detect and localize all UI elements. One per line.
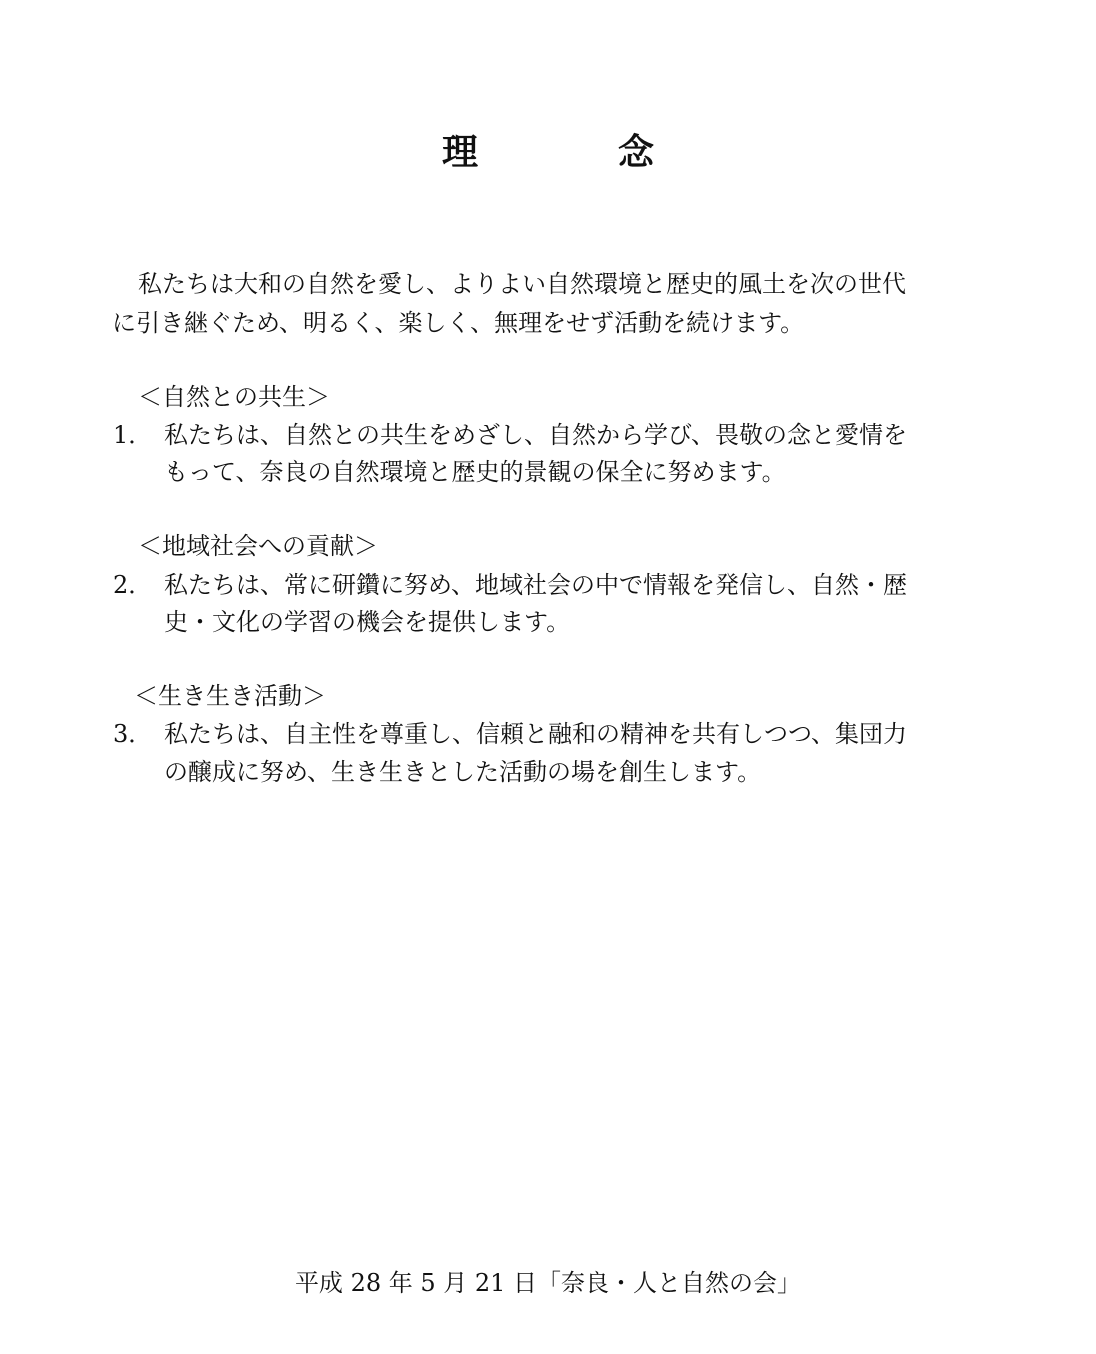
section-text-2-line-1: 私たちは、常に研鑽に努め、地域社会の中で情報を発信し、自然・歴 bbox=[164, 571, 908, 599]
section-text-1-line-2: もって、奈良の自然環境と歴史的景観の保全に努めます。 bbox=[164, 458, 786, 486]
section-text-3-line-1: 私たちは、自主性を尊重し、信頼と融和の精神を共有しつつ、集団力 bbox=[164, 720, 908, 748]
page-title: 理 念 bbox=[441, 131, 706, 173]
intro-line-1: 私たちは大和の自然を愛し、よりよい自然環境と歴史的風土を次の世代 bbox=[138, 270, 906, 298]
section-heading-1: ＜自然との共生＞ bbox=[138, 383, 330, 411]
section-number-1: 1． bbox=[113, 421, 153, 449]
section-text-1-line-1: 私たちは、自然との共生をめざし、自然から学び、畏敬の念と愛情を bbox=[164, 421, 908, 449]
intro-line-2: に引き継ぐため、明るく、楽しく、無理をせず活動を続けます。 bbox=[112, 309, 805, 337]
section-number-2: 2． bbox=[113, 571, 153, 599]
section-text-3-line-2: の醸成に努め、生き生きとした活動の場を創生します。 bbox=[164, 758, 762, 786]
footer-date-organization: 平成 28 年 5 月 21 日「奈良・人と自然の会」 bbox=[294, 1269, 802, 1297]
section-text-2-line-2: 史・文化の学習の機会を提供します。 bbox=[164, 608, 571, 636]
section-number-3: 3． bbox=[113, 720, 153, 748]
section-heading-3: ＜生き生き活動＞ bbox=[134, 682, 326, 710]
section-heading-2: ＜地域社会への貢献＞ bbox=[138, 532, 378, 560]
